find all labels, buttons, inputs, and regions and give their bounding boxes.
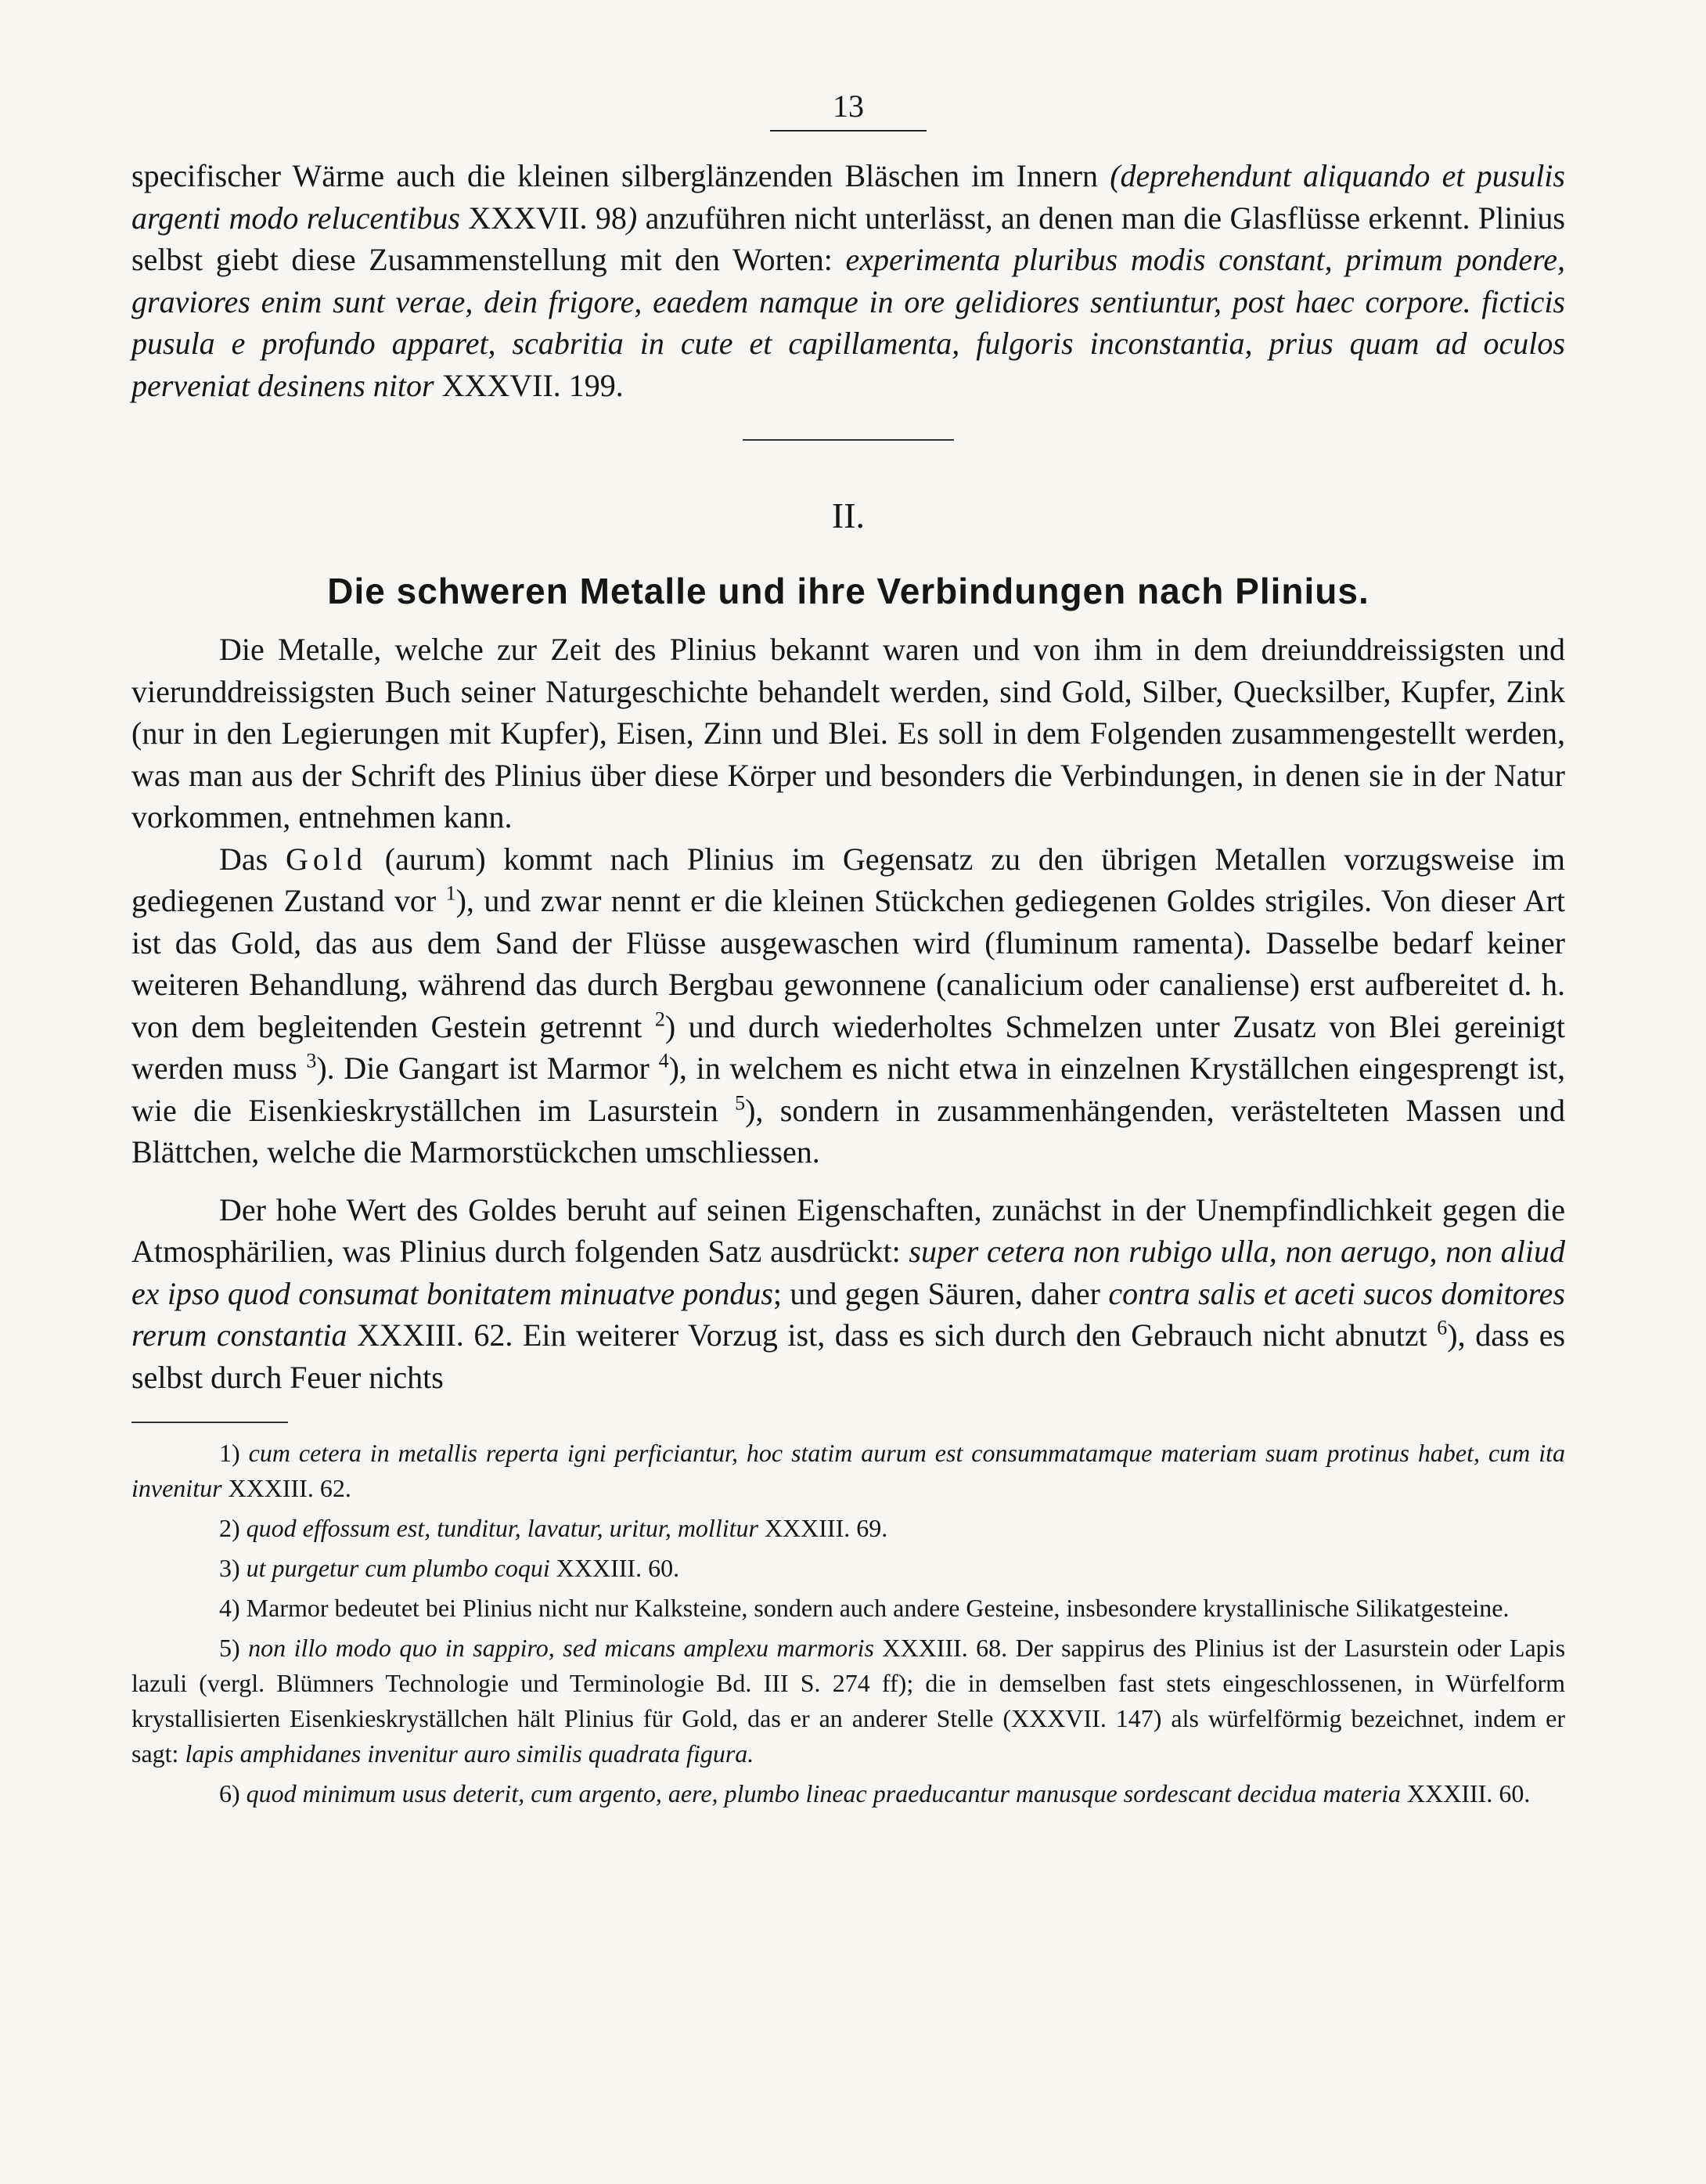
footnote: 2) quod effossum est, tunditur, lavatur, uritur, mollitur XXXIII. 69. [219,1514,888,1542]
footnote-ref[interactable]: 5 [735,1091,746,1115]
footnote: 3) ut purgetur cum plumbo coqui XXXIII. 60. [219,1554,680,1582]
footnote-ref[interactable]: 1 [445,881,456,905]
footnote: 4) Marmor bedeutet bei Plinius nicht nur Kalksteine, sondern auch andere Gesteine, insbesondere krystallinische Silikatgesteine. [219,1594,1510,1622]
paragraph-gold: Das Gold (aurum) kommt nach Plinius im Gegensatz zu den übrigen Metallen vorzugsweise im gediegenen Zustand vor $^1$), und zwar nennt er die kleinen Stückchen gediegenen Goldes strigiles. Von dieser Art ist das Gold, das aus dem Sand der Flüsse ausgewaschen wird (fluminum ramenta). Dasselbe bedarf keiner weiteren Behandlung, während das durch Bergbau gewonnene (canalicium oder canaliense) erst aufbereitet d. h. von dem begleitenden Gestein getrennt $^2$) und durch wiederholtes Schmelzen unter Zusatz von Blei gereinigt werden muss $^3$). Die Gangart ist Marmor $^4$), in welchem es nicht etwa in einzelnen Kryställchen eingesprengt ist, wie die Eisenkieskryställchen im Lasurstein $^5$), sondern in zusammenhängenden, verästelteten Massen und Blättchen, welche die Marmorstückchen umschliessen. [131,841,1566,1169]
section-divider [743,439,954,441]
paragraph-continuation: specifischer Wärme auch die kleinen silberglänzenden Bläschen im Innern (deprehendunt aliquando et pusulis argenti modo relucentibus XXXVII. 98) anzuführen nicht unterlässt, an denen man die Glasflüsse erkennt. Plinius selbst giebt diese Zusammenstellung mit den Worten: experimenta pluribus modis constant, primum pondere, graviores enim sunt verae, dein frigore, eaedem namque in ore gelidiores sentiuntur, post haec corpore. ficticis pusula e profundo apparet, scabritia in cute et capillamenta, fulgoris inconstantia, prius quam ad oculos perveniat desinens nitor XXXVII. 199. [131,158,1565,403]
footnotes [131,1436,1565,1811]
paragraph-gold-value: Der hohe Wert des Goldes beruht auf seinen Eigenschaften, zunächst in der Unempfindlichkeit gegen die Atmosphärilien, was Plinius durch folgenden Satz ausdrückt: super cetera non rubigo ulla, non aerugo, non aliud ex ipso quod consumat bonitatem minuatve pondus; und gegen Säuren, daher contra salis et aceti sucos domitores rerum constantia XXXIII. 62. Ein weiterer Vorzug ist, dass es sich durch den Gebrauch nicht abnutzt $^6$), dass es selbst durch Feuer nichts [131,1191,1566,1395]
section-numeral: II. [831,496,866,535]
page [131,88,1565,1816]
footnote-ref[interactable]: 4 [658,1049,669,1072]
gold-term: Gold [286,841,368,877]
footnote-ref[interactable]: 2 [654,1007,665,1031]
footnote: 1) cum cetera in metallis reperta igni perficiantur, hoc statim aurum est consummatamque materiam suam protinus habet, cum ita invenitur XXXIII. 62. [131,1439,1566,1502]
paragraph-metals-intro: Die Metalle, welche zur Zeit des Plinius bekannt waren und von ihm in dem dreiunddreissigsten und vierunddreissigsten Buch seiner Naturgeschichte behandelt werden, sind Gold, Silber, Quecksilber, Kupfer, Zink (nur in den Legierungen mit Kupfer), Eisen, Zinn und Blei. Es soll in dem Folgenden zusammengestellt werden, was man aus der Schrift des Plinius über diese Körper und besonders die Verbindungen, in denen sie in der Natur vorkommen, entnehmen kann. [131,632,1565,834]
section-title: Die schweren Metalle und ihre Verbindungen nach Plinius. [327,571,1369,611]
footnote: 5) non illo modo quo in sappiro, sed micans amplexu marmoris XXXIII. 68. Der sappirus des Plinius ist der Lasurstein oder Lapis lazuli (vergl. Blümners Technologie und Terminologie Bd. III S. 274 ff); die in demselben fast stets eingeschlossenen, in Würfelform krystallisierten Eisenkieskryställchen hält Plinius für Gold, das er an anderer Stelle (XXXVII. 147) als würfelförmig bezeichnet, indem er sagt: lapis amphidanes invenitur auro similis quadrata figura. [131,1634,1566,1768]
footnote-ref[interactable]: 3 [306,1049,317,1072]
footnote: 6) quod minimum usus deterit, cum argento, aere, plumbo lineac praeducantur manusque sordescant decidua materia XXXIII. 60. [219,1779,1531,1807]
footnote-divider [131,1422,288,1423]
footnote-ref[interactable]: 6 [1437,1316,1448,1339]
page-number: 13 [770,88,927,132]
